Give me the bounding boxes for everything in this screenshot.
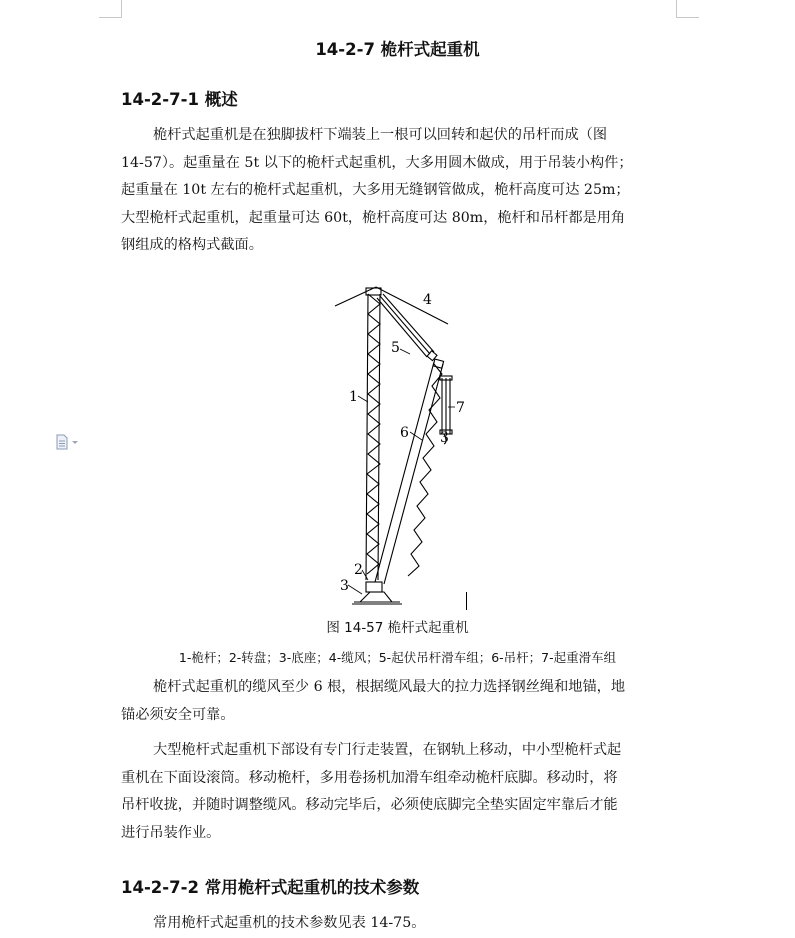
- figure-caption: 图 14-57 桅杆式起重机: [326, 620, 469, 636]
- page-corner-mark-top-right: [676, 0, 699, 18]
- text-cursor: [466, 592, 467, 610]
- paragraph-overview: [121, 122, 677, 260]
- figure-label: 3: [340, 578, 349, 594]
- text-line: 常用桅杆式起重机的技术参数见表 14-75。: [153, 915, 426, 931]
- page-corner-mark-top-left: [99, 0, 122, 18]
- document-icon[interactable]: [55, 434, 81, 450]
- figure-label: 3: [440, 430, 449, 446]
- text-line: 重机在下面设滚筒。移动桅杆，多用卷扬机加滑车组牵动桅杆底脚。移动时，将: [121, 769, 618, 786]
- section-heading-overview: 14-2-7-1 概述: [121, 90, 238, 109]
- figure-label: 7: [456, 400, 465, 416]
- figure-label: 2: [354, 562, 363, 578]
- figure-label: 4: [423, 292, 432, 308]
- text-line: 大型桅杆式起重机下部设有专门行走装置，在钢轨上移动，中小型桅杆式起: [153, 742, 622, 758]
- text-line: 进行吊装作业。: [121, 824, 221, 841]
- text-line: 锚必须安全可靠。: [121, 706, 235, 723]
- text-line: 14-57）。起重量在 5t 以下的桅杆式起重机，大多用圆木做成，用于吊装小构件；: [121, 154, 633, 171]
- paragraph-parameters: [121, 910, 677, 938]
- section-heading-parameters: 14-2-7-2 常用桅杆式起重机的技术参数: [121, 878, 420, 897]
- figure-label: 6: [400, 425, 409, 441]
- guy-wire-right: [376, 287, 448, 324]
- paragraph-moving: [121, 737, 677, 847]
- guy-wire-left: [335, 287, 376, 306]
- text-line: 起重量在 10t 左右的桅杆式起重机，大多用无缝钢管做成，桅杆高度可达 25m；: [121, 182, 630, 198]
- text-line: 大型桅杆式起重机，起重量可达 60t，桅杆高度可达 80m，桅杆和吊杆都是用角: [121, 209, 626, 226]
- text-line: 吊杆收拢，并随时调整缆风。移动完毕后，必须使底脚完全垫实固定牢靠后才能: [121, 797, 618, 813]
- figure-label: 5: [391, 340, 400, 356]
- figure-legend: 1-桅杆；2-转盘；3-底座；4-缆风；5-起伏吊杆滑车组；6-吊杆；7-起重滑车组: [178, 650, 617, 665]
- text-line: 桅杆式起重机是在独脚拔杆下端装上一根可以回转和起伏的吊杆而成（图: [153, 127, 608, 143]
- page-title: 14-2-7 桅杆式起重机: [315, 40, 480, 59]
- paragraph-guy-wires: [121, 674, 677, 729]
- text-line: 桅杆式起重机的缆风至少 6 根，根据缆风最大的拉力选择钢丝绳和地锚，地: [153, 679, 626, 695]
- mast-crane-figure: [330, 282, 490, 612]
- text-line: 钢组成的格构式截面。: [121, 237, 263, 253]
- figure-label: 1: [349, 389, 358, 405]
